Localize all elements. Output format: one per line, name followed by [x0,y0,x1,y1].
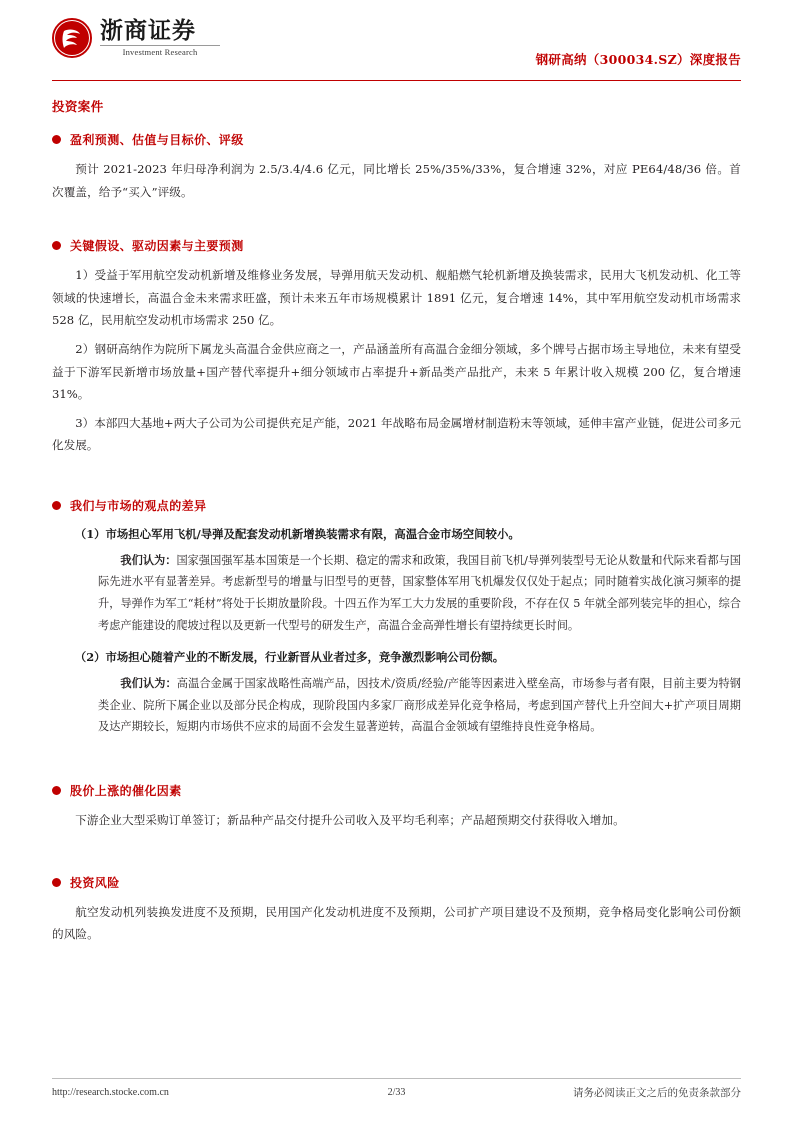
bullet-dot-icon [52,786,61,795]
brand-name-en: Investment Research [100,45,220,57]
paragraph: 3）本部四大基地+两大子公司为公司提供充足产能，2021 年战略布局金属增材制造粉末等领域，延伸丰富产业链，促进公司多元化发展。 [52,415,741,453]
page-content [52,81,741,946]
footer-divider [52,1078,741,1079]
bullet-dot-icon [52,135,61,144]
our-view-prefix: 我们认为： [120,552,177,567]
bullet-dot-icon [52,241,61,250]
section-label: 盈利预测、估值与目标价、评级 [70,133,244,147]
section-label: 关键假设、驱动因素与主要预测 [70,239,244,254]
our-view-answer [52,550,741,637]
brand-text [100,19,220,57]
bullet-dot-icon [52,501,61,510]
section-label: 投资风险 [70,875,120,890]
page-footer [52,1078,741,1100]
section-label: 股价上涨的催化因素 [70,784,182,799]
brand-name-cn: 浙商证券 [100,17,196,45]
footer-disclaimer: 请务必阅读正文之后的免责条款部分 [573,1087,741,1099]
paragraph: 2）钢研高纳作为院所下属龙头高温合金供应商之一，产品涵盖所有高温合金细分领域，多个牌号占据市场主导地位，未来有望受益于下游军民新增市场放量+国产替代率提升+细分领域市占率提升+新品类产品批产，未来 5 年累计收入规模 200 亿，复合增速 31%。 [52,341,741,402]
page-header [52,0,741,76]
market-concern-claim: （1）市场担心军用飞机/导弹及配套发动机新增换装需求有限，高温合金市场空间较小。 [74,526,520,541]
page-number: 2/33 [387,1087,406,1098]
our-view-answer [52,673,741,739]
bullet-dot-icon [52,878,61,887]
section-heading-catalysts [52,782,741,799]
section-heading-risks [52,874,741,891]
market-concern-claim: （2）市场担心随着产业的不断发展，行业新晋从业者过多，竞争激烈影响公司份额。 [74,649,505,664]
our-view-text: 高温合金属于国家战略性高端产品，因技术/资质/经验/产能等因素进入壁垒高，市场参与者有限，目前主要为特钢类企业、院所下属企业以及部分民企构成，现阶段国内多家厂商形成差异化竞争格局，考虑到国产替代上升空间大+扩产项目周期及达产期较长，短期内市场供不应求的局面不会发生显著逆转，高温合金领域有望维持良性竞争格局。 [98,676,741,734]
paragraph: 1）受益于军用航空发动机新增及维修业务发展，导弹用航天发动机、舰船燃气轮机新增及换装需求，民用大飞机发动机、化工等领域的快速增长，高温合金未来需求旺盛，预计未来五年市场规模累计 1891 亿元，复合增速 14%，其中军用航空发动机市场需求 528 亿，民用航空发动机市场需求 250 亿。 [52,268,741,328]
our-view-text: 国家强国强军基本国策是一个长期、稳定的需求和政策，我国目前飞机/导弹列装型号无论从数量和代际来看都与国际先进水平有显著差异。考虑新型号的增量与旧型号的更替，国家整体军用飞机爆发仅仅处于起点；同时随着实战化演习频率的提升，导弹作为军工“耗材”将处于长期放量阶段。十四五作为军工大力发展的重要阶段，不存在仅 5 年就全部列装完毕的担心，综合考虑产能建设的爬坡过程以及更新一代型号的研发生产，高温合金高弹性增长有望持续更长时间。 [98,553,741,633]
paragraph: 下游企业大型采购订单签订；新品种产品交付提升公司收入及平均毛利率；产品超预期交付获得收入增加。 [75,813,625,828]
footer-row [52,1085,741,1100]
report-title-header: 钢研高纳（300034.SZ）深度报告 [535,52,741,67]
footer-url[interactable]: http://research.stocke.com.cn [52,1087,169,1098]
page-title: 投资案件 [52,99,104,114]
section-label: 我们与市场的观点的差异 [70,498,207,513]
section-heading-market-divergence [52,497,741,514]
section-heading-earnings-forecast [52,131,741,148]
paragraph: 预计 2021-2023 年归母净利润为 2.5/3.4/4.6 亿元，同比增长 25%/35%/33%，复合增速 32%，对应 PE64/48/36 倍。首次覆盖，给予“买入”评级。 [52,162,741,199]
paragraph: 航空发动机列装换发进度不及预期，民用国产化发动机进度不及预期，公司扩产项目建设不及预期，竞争格局变化影响公司份额的风险。 [52,904,741,942]
our-view-prefix: 我们认为： [120,675,177,690]
stocke-logo-icon [52,18,92,58]
section-heading-key-assumptions [52,237,741,254]
